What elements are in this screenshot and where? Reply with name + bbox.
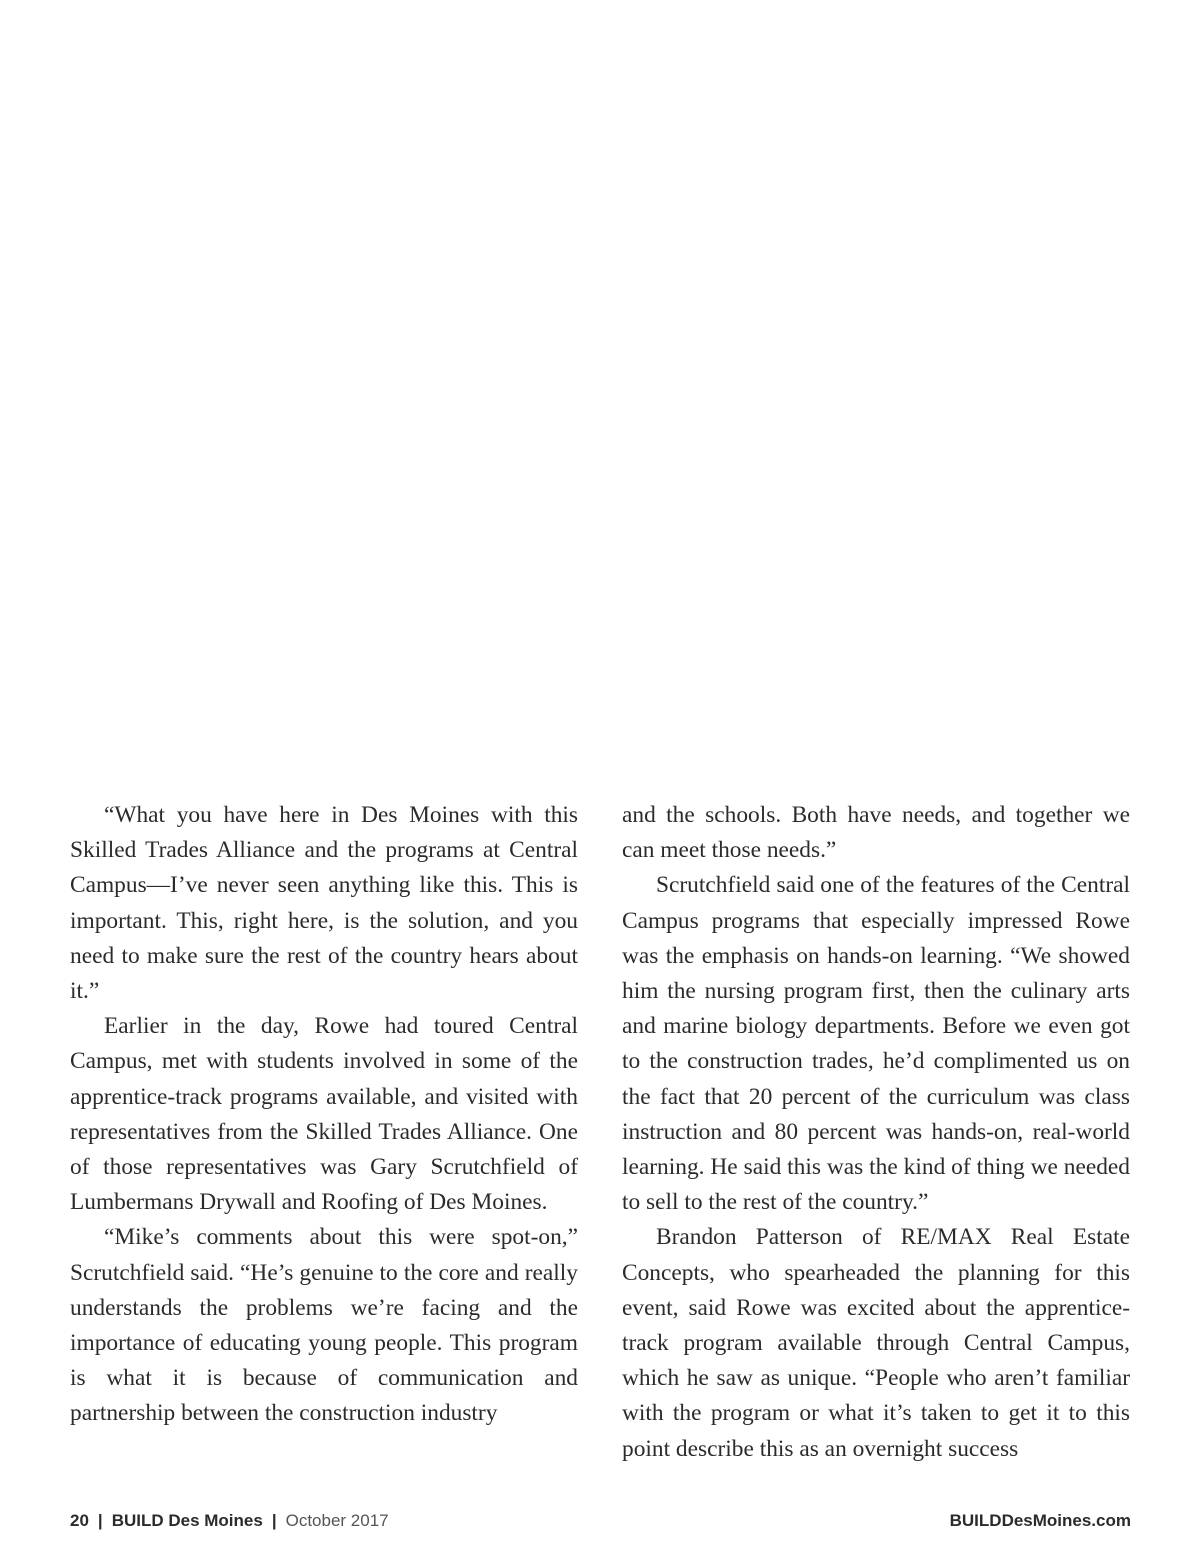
- page-footer: [70, 1507, 1131, 1535]
- footer-separator: |: [97, 1511, 103, 1530]
- blank-image-area: [0, 0, 1200, 770]
- article-paragraph: “Mike’s comments about this were spot-on,” Scrutchfield said. “He’s genuine to the core and really understands the problems we’re facing and the importance of educating young people. This program is what it is because of communication and partnership between the construction industry: [70, 1224, 578, 1427]
- magazine-name: BUILD Des Moines: [111, 1511, 263, 1530]
- issue-date: October 2017: [285, 1511, 389, 1530]
- article-column-left: [70, 798, 578, 1432]
- article-column-right: [622, 798, 1130, 1467]
- page-number: 20: [70, 1511, 89, 1530]
- footer-separator: |: [271, 1511, 277, 1530]
- article-paragraph: Brandon Patterson of RE/MAX Real Estate Concepts, who spearheaded the planning for this event, said Rowe was excited about the apprentice-track program available through Central Campus, which he saw as unique. “People who aren’t familiar with the program or what it’s taken to get it to this point describe this as an overnight success: [622, 1224, 1130, 1462]
- article-paragraph: Scrutchfield said one of the features of the Central Campus programs that especially impressed Rowe was the emphasis on hands-on learning. “We showed him the nursing program first, then the culinary arts and marine biology departments. Before we even got to the construction trades, he’d complimented us on the fact that 20 percent of the curriculum was class instruction and 80 percent was hands-on, real-world learning. He said this was the kind of thing we needed to sell to the rest of the country.”: [622, 872, 1130, 1216]
- article-paragraph: “What you have here in Des Moines with this Skilled Trades Alliance and the programs at Central Campus—I’ve never seen anything like this. This is important. This, right here, is the solution, and you need to make sure the rest of the country hears about it.”: [70, 802, 578, 1005]
- website-link[interactable]: BUILDDesMoines.com: [949, 1511, 1131, 1530]
- footer-left: [70, 1507, 389, 1535]
- article-paragraph-continued: and the schools. Both have needs, and together we can meet those needs.”: [622, 802, 1130, 864]
- article-paragraph: Earlier in the day, Rowe had toured Central Campus, met with students involved in some of the apprentice-track programs available, and visited with representatives from the Skilled Trades Alliance. One of those representatives was Gary Scrutchfield of Lumbermans Drywall and Roofing of Des Moines.: [70, 1013, 578, 1216]
